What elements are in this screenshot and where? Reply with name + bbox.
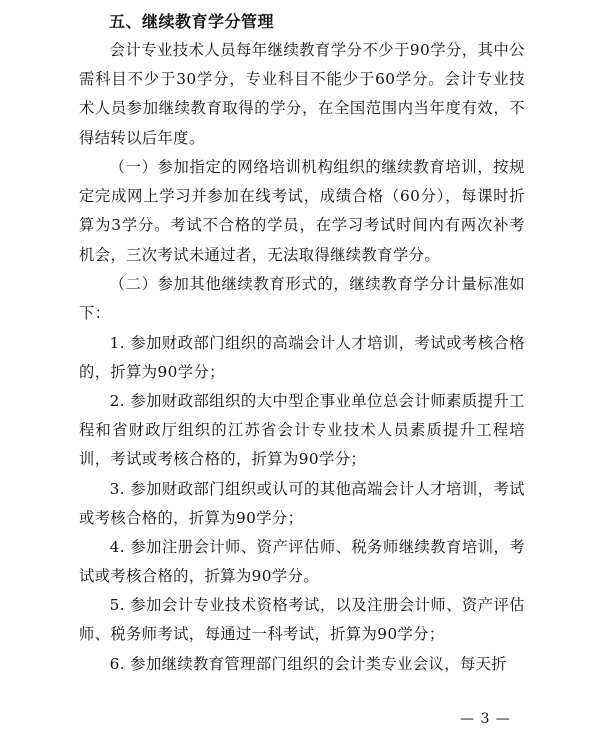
list-item-2: 2. 参加财政部组织的大中型企事业单位总会计师素质提升工程和省财政厅组织的江苏省会计专业技术人员素质提升工程培训，考试或考核合格的，折算为90学分； [79,392,525,469]
list-item-3: 3. 参加财政部门组织或认可的其他高端会计人才培训，考试或考核合格的，折算为90学分； [79,480,525,528]
paragraph-online-training: （一）参加指定的网络培训机构组织的继续教育培训，按规定完成网上学习并参加在线考试，成绩合格（60分），每课时折算为3学分。考试不合格的学员，在学习考试时间内有两次补考机会，三次考试未通过者，无法取得继续教育学分。 [79,158,525,264]
list-item-6: 6. 参加继续教育管理部门组织的会计类专业会议，每天折 [109,655,507,673]
list-item-1: 1. 参加财政部门组织的高端会计人才培训，考试或考核合格的，折算为90学分； [79,334,525,382]
paragraph-other-forms: （二）参加其他继续教育形式的，继续教育学分计量标准如下： [79,275,525,323]
paragraph-credit-requirements: 会计专业技术人员每年继续教育学分不少于90学分，其中公需科目不少于30学分，专业科目不能少于60学分。会计专业技术人员参加继续教育取得的学分，在全国范围内当年度有效，不得结转以后年度。 [79,41,525,147]
page-number: — 3 — [460,711,511,727]
list-item-4: 4. 参加注册会计师、资产评估师、税务师继续教育培训，考试或考核合格的，折算为90学分。 [79,538,525,586]
list-item-5: 5. 参加会计专业技术资格考试，以及注册会计师、资产评估师、税务师考试，每通过一科考试，折算为90学分； [79,596,525,644]
section-heading: 五、继续教育学分管理 [109,12,275,31]
